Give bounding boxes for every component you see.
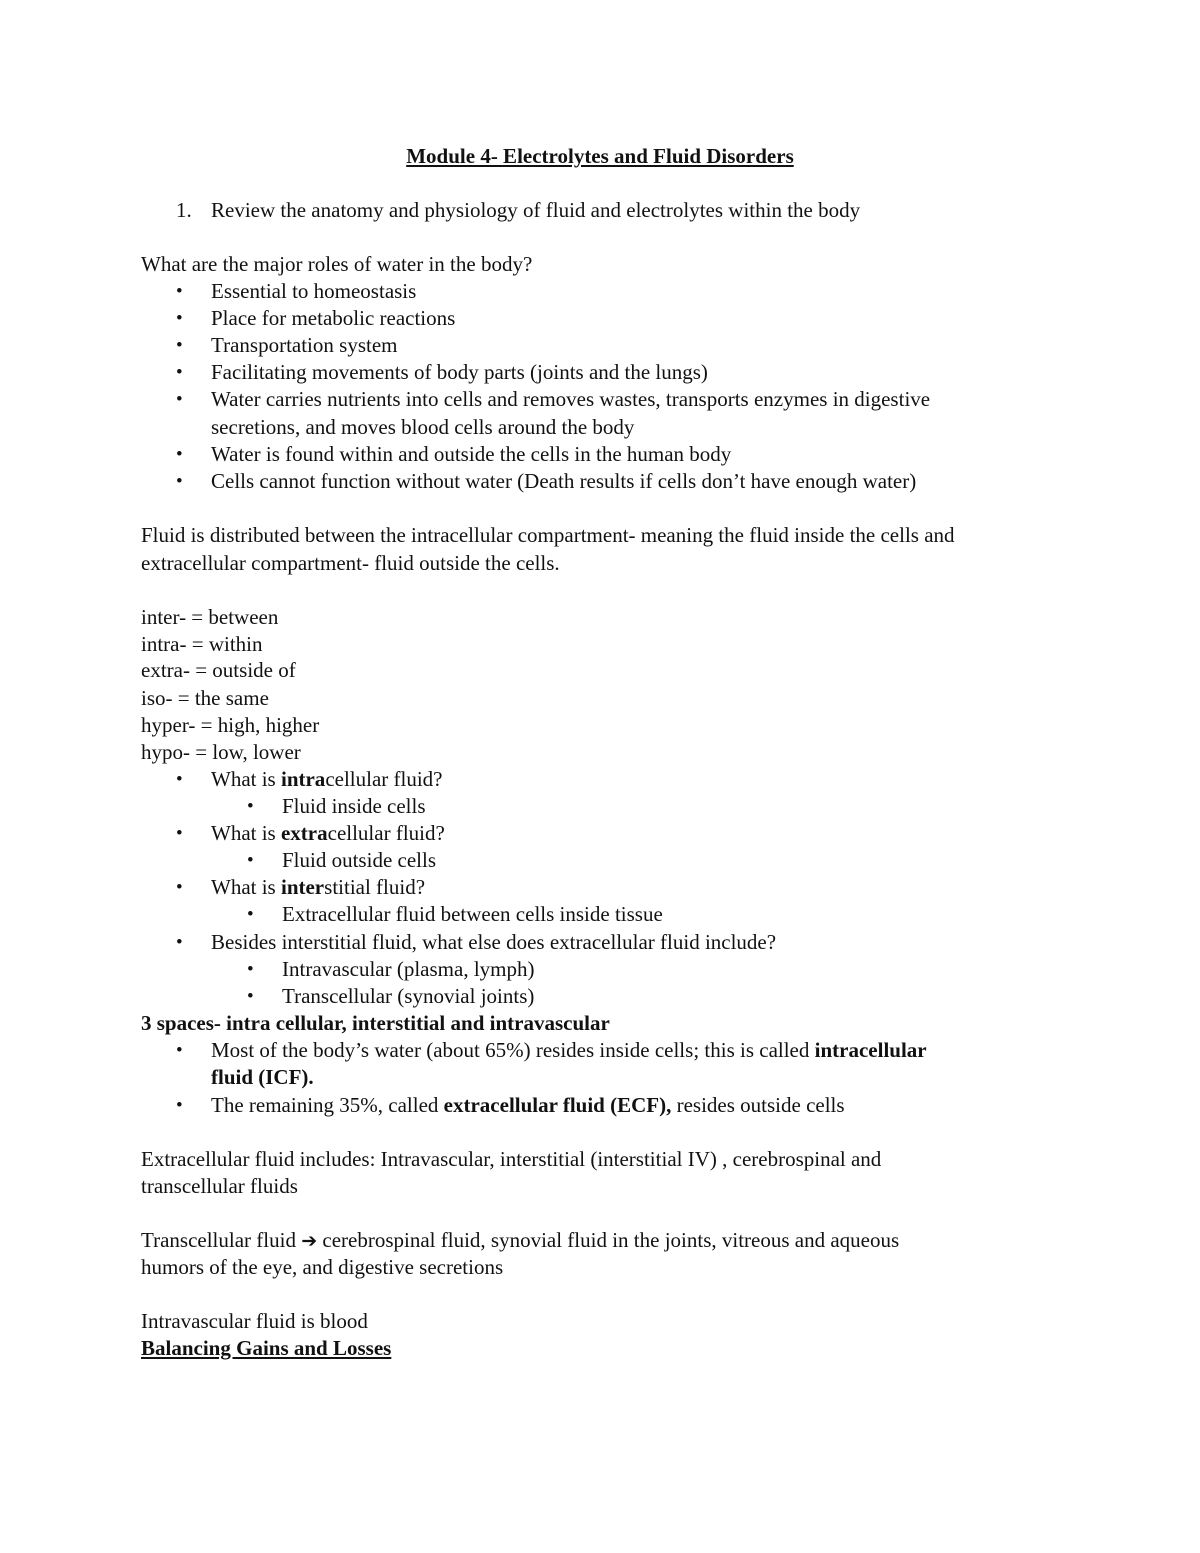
bullet-glyph: • xyxy=(176,444,183,465)
bullet-glyph: • xyxy=(176,389,183,410)
answer-interstitial: Extracellular fluid between cells inside tissue xyxy=(282,902,663,926)
prefix-definition: extra- = outside of xyxy=(141,658,296,682)
answer-intravascular: Intravascular (plasma, lymph) xyxy=(282,957,535,981)
bullet-glyph: • xyxy=(176,877,183,898)
document-title: Module 4- Electrolytes and Fluid Disorders xyxy=(406,144,794,168)
arrow-right-icon: ➔ xyxy=(301,1230,318,1252)
answer-transcellular: Transcellular (synovial joints) xyxy=(282,984,535,1008)
spaces-icf-continuation: fluid (ICF). xyxy=(211,1065,314,1089)
role-item: Facilitating movements of body parts (joints and the lungs) xyxy=(211,360,708,384)
spaces-icf-item: Most of the body’s water (about 65%) resides inside cells; this is called intracellular xyxy=(211,1038,927,1062)
question-ecf-include: Besides interstitial fluid, what else does extracellular fluid include? xyxy=(211,930,777,954)
objective-number: 1. xyxy=(176,198,192,222)
section-heading: Balancing Gains and Losses xyxy=(141,1336,392,1360)
role-item: Water is found within and outside the cells in the human body xyxy=(211,442,732,466)
bullet-glyph: • xyxy=(176,769,183,790)
objective-text: Review the anatomy and physiology of fluid and electrolytes within the body xyxy=(211,198,861,222)
prefix-definition: inter- = between xyxy=(141,605,279,629)
prefix-definition: intra- = within xyxy=(141,632,263,656)
prefix-definition: hyper- = high, higher xyxy=(141,713,320,737)
bullet-glyph: • xyxy=(247,986,254,1007)
prefix-definition: hypo- = low, lower xyxy=(141,740,301,764)
question-interstitial: What is interstitial fluid? xyxy=(211,875,426,899)
role-item: Cells cannot function without water (Death results if cells don’t have enough water) xyxy=(211,469,917,493)
transcellular-line: Transcellular fluid ➔ cerebrospinal fluid, synovial fluid in the joints, vitreous and aqueous xyxy=(141,1228,900,1252)
role-item: Transportation system xyxy=(211,333,398,357)
bullet-glyph: • xyxy=(247,796,254,817)
bullet-glyph: • xyxy=(176,308,183,329)
distribution-line: extracellular compartment- fluid outside the cells. xyxy=(141,551,560,575)
bullet-glyph: • xyxy=(176,335,183,356)
bullet-glyph: • xyxy=(176,362,183,383)
prefix-definition: iso- = the same xyxy=(141,686,269,710)
bullet-glyph: • xyxy=(176,823,183,844)
roles-question: What are the major roles of water in the body? xyxy=(141,252,533,276)
spaces-ecf-item: The remaining 35%, called extracellular fluid (ECF), resides outside cells xyxy=(211,1093,845,1117)
bullet-glyph: • xyxy=(176,932,183,953)
ecf-includes-line: transcellular fluids xyxy=(141,1174,298,1198)
role-item-continuation: secretions, and moves blood cells around the body xyxy=(211,415,635,439)
bullet-glyph: • xyxy=(247,904,254,925)
bullet-glyph: • xyxy=(176,1040,183,1061)
bullet-glyph: • xyxy=(176,1095,183,1116)
role-item: Water carries nutrients into cells and removes wastes, transports enzymes in digestive xyxy=(211,387,931,411)
transcellular-line: humors of the eye, and digestive secretions xyxy=(141,1255,504,1279)
bullet-glyph: • xyxy=(176,471,183,492)
intravascular-line: Intravascular fluid is blood xyxy=(141,1309,368,1333)
bullet-glyph: • xyxy=(176,281,183,302)
question-extracellular: What is extracellular fluid? xyxy=(211,821,445,845)
role-item: Place for metabolic reactions xyxy=(211,306,456,330)
bullet-glyph: • xyxy=(247,959,254,980)
ecf-includes-line: Extracellular fluid includes: Intravascular, interstitial (interstitial IV) , cerebrospinal and xyxy=(141,1147,882,1171)
question-intracellular: What is intracellular fluid? xyxy=(211,767,443,791)
answer-intracellular: Fluid inside cells xyxy=(282,794,426,818)
role-item: Essential to homeostasis xyxy=(211,279,417,303)
distribution-line: Fluid is distributed between the intracellular compartment- meaning the fluid inside the cells and xyxy=(141,523,955,547)
bullet-glyph: • xyxy=(247,850,254,871)
spaces-heading: 3 spaces- intra cellular, interstitial and intravascular xyxy=(141,1011,610,1035)
answer-extracellular: Fluid outside cells xyxy=(282,848,436,872)
